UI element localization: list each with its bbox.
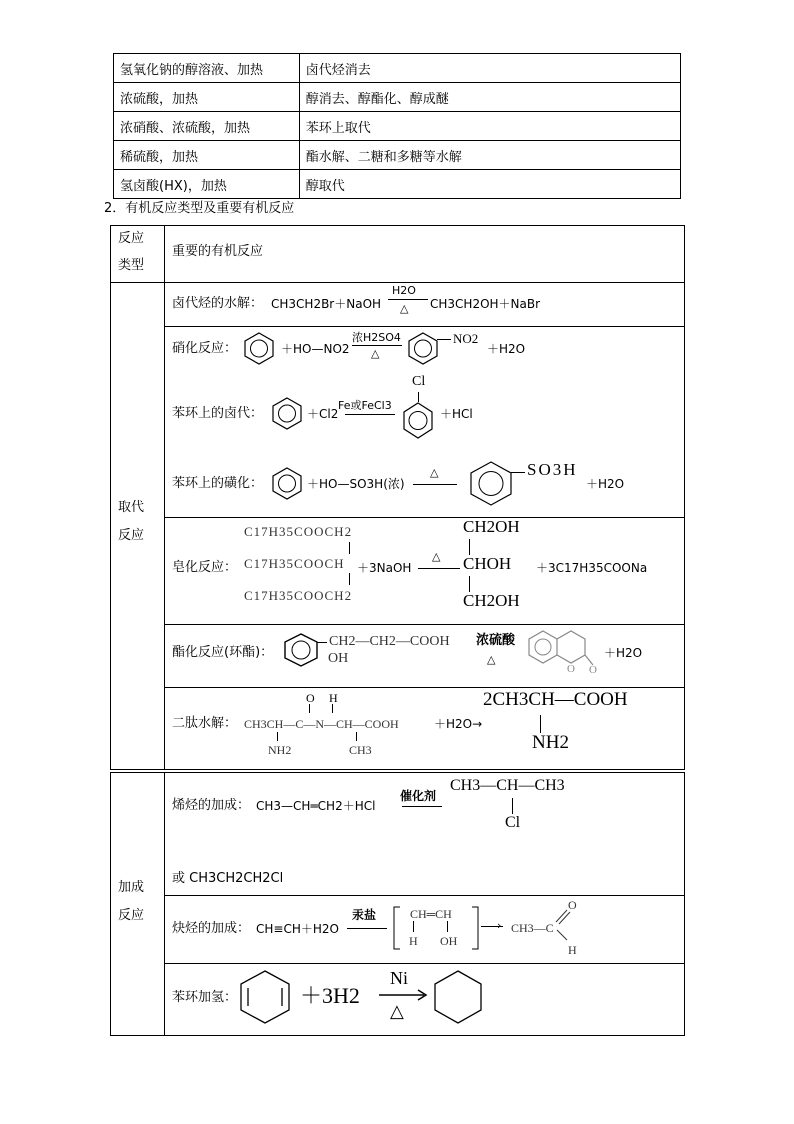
methyl-group: CH3 xyxy=(349,743,372,757)
product-chain: CH3—CH—CH3 xyxy=(450,777,565,794)
cyclohexane-ring-icon xyxy=(432,969,484,1025)
condition-nickel: Ni xyxy=(390,968,408,988)
condition-heat: △ xyxy=(487,653,496,666)
benzene-ring-icon xyxy=(242,331,276,365)
condition-fe: Fe或FeCl3 xyxy=(338,399,392,412)
benzene-hydrogenation-label: 苯环加氢： xyxy=(172,990,238,1005)
glycerol-line: CH2OH xyxy=(463,591,520,610)
condition-mercury-salt: 汞盐 xyxy=(352,908,377,922)
aldehyde-hydrogen: H xyxy=(568,943,577,957)
benzene-ring-icon xyxy=(270,396,304,430)
ester-line: C17H35COOCH2 xyxy=(244,588,353,603)
saponification-label: 皂化反应： xyxy=(172,560,238,575)
saponification-reagent: ＋3NaOH xyxy=(357,561,412,575)
sulfonic-group: SO3H xyxy=(527,460,578,479)
svg-text:O: O xyxy=(589,664,597,673)
type-substitution-line1: 取代 xyxy=(118,500,145,515)
ester-line: C17H35COOCH xyxy=(244,556,345,571)
enol-hydroxyl: OH xyxy=(440,934,458,948)
condition-heat: △ xyxy=(400,302,409,315)
condition-cell: 氢卤酸(HX)，加热 xyxy=(114,170,300,199)
benzene-ring-icon xyxy=(466,459,516,507)
reaction-cell: 酯水解、二糖和多糖等水解 xyxy=(299,141,680,170)
bond-line xyxy=(332,704,333,713)
row-divider xyxy=(165,895,684,896)
benzene-ring-icon xyxy=(401,401,435,441)
benzene-ring-icon xyxy=(406,331,440,365)
table-row xyxy=(114,170,681,199)
bond-line xyxy=(511,472,525,473)
column-divider xyxy=(164,773,165,1035)
benzene-ring-icon xyxy=(238,969,292,1025)
condition-heat: △ xyxy=(432,550,441,563)
header-type-line2: 类型 xyxy=(118,258,145,273)
amide-hydrogen: H xyxy=(329,691,338,705)
condition-cell: 氢氧化钠的醇溶液、加热 xyxy=(114,54,300,83)
amino-group: NH2 xyxy=(532,732,569,753)
condition-conc-h2so4: 浓硫酸 xyxy=(476,633,516,648)
conditions-table xyxy=(113,53,681,199)
nitro-group: NO2 xyxy=(453,331,479,346)
bond-line xyxy=(356,732,357,741)
reaction-arrow xyxy=(388,299,428,300)
saponification-byproduct: ＋3C17H35COONa xyxy=(536,561,648,575)
bond-line xyxy=(349,573,350,585)
header-type-line1: 反应 xyxy=(118,231,145,246)
nitration-reagent: ＋HO—NO2 xyxy=(281,342,350,356)
type-substitution-line2: 反应 xyxy=(118,528,145,543)
acetaldehyde: CH3—C xyxy=(511,921,554,935)
esterification-label: 酯化反应(环酯)： xyxy=(172,645,274,660)
arrow-head: › xyxy=(497,919,502,932)
reaction-cell: 醇消去、醇酯化、醇成醚 xyxy=(299,83,680,112)
glycerol-line: CHOH xyxy=(463,554,512,573)
benzene-ring-icon xyxy=(270,466,304,500)
type-addition-line1: 加成 xyxy=(118,880,145,895)
condition-catalyst: 催化剂 xyxy=(400,789,437,803)
sulfonation-reagent: ＋HO—SO3H(浓) xyxy=(307,477,405,491)
sulfonation-byproduct: ＋H2O xyxy=(586,477,625,491)
coumarin-ring-icon xyxy=(527,627,599,673)
condition-cell: 浓硫酸，加热 xyxy=(114,83,300,112)
sulfonation-label: 苯环上的磺化： xyxy=(172,476,264,491)
condition-heat: △ xyxy=(430,466,439,479)
condition-cell: 浓硝酸、浓硫酸，加热 xyxy=(114,112,300,141)
bond-line xyxy=(277,732,278,741)
double-bond-line xyxy=(309,704,310,713)
condition-heat: △ xyxy=(371,347,380,360)
amino-group: NH2 xyxy=(268,743,292,757)
type-addition-line2: 反应 xyxy=(118,908,145,923)
halogenation-label: 苯环上的卤代： xyxy=(172,406,264,421)
esterification-byproduct: ＋H2O xyxy=(604,646,643,660)
hydroxyl-group: OH xyxy=(328,651,349,666)
chloro-group: Cl xyxy=(505,814,521,831)
alkyne-addition-label: 炔烃的加成： xyxy=(172,921,251,936)
row-divider xyxy=(165,963,684,964)
ester-line: C17H35COOCH2 xyxy=(244,524,353,539)
bond-line xyxy=(469,539,470,555)
row-divider xyxy=(165,517,684,518)
bond-line xyxy=(413,921,414,932)
reaction-arrow xyxy=(402,806,442,807)
alkene-addition-alt: 或 CH3CH2CH2Cl xyxy=(172,871,284,886)
svg-text:O: O xyxy=(567,663,575,673)
reaction-arrow xyxy=(413,484,457,485)
bond-line xyxy=(317,642,327,643)
bond-line xyxy=(447,921,448,932)
reaction-cell: 苯环上取代 xyxy=(299,112,680,141)
row-divider xyxy=(165,687,684,688)
reaction-arrow xyxy=(345,414,395,415)
bond-line xyxy=(512,798,513,814)
chloro-group: Cl xyxy=(412,374,426,389)
bond-line xyxy=(349,542,350,554)
reaction-arrow xyxy=(378,989,430,1019)
table-row xyxy=(114,54,681,83)
haloalkane-hydrolysis-left: CH3CH2Br＋NaOH xyxy=(271,297,382,311)
ester-chain: CH2—CH2—COOH xyxy=(329,634,450,649)
benzene-ring-icon xyxy=(281,632,321,668)
condition-conc-h2so4: 浓H2SO4 xyxy=(352,331,401,344)
reaction-cell: 卤代烃消去 xyxy=(299,54,680,83)
row-divider xyxy=(165,326,684,327)
alkene-addition-label: 烯烃的加成： xyxy=(172,798,251,813)
table-row xyxy=(114,83,681,112)
section-title: 2．有机反应类型及重要有机反应 xyxy=(104,201,295,216)
nitration-byproduct: ＋H2O xyxy=(487,342,526,356)
row-divider xyxy=(165,624,684,625)
condition-heat: △ xyxy=(390,1001,404,1021)
carbonyl-oxygen: O xyxy=(568,898,577,912)
table-row xyxy=(114,112,681,141)
haloalkane-hydrolysis-label: 卤代烃的水解： xyxy=(172,296,264,311)
glycerol-line: CH2OH xyxy=(463,517,520,536)
condition-cell: 稀硫酸，加热 xyxy=(114,141,300,170)
header-reactions: 重要的有机反应 xyxy=(172,244,264,259)
alkyne-addition-left: CH≡CH＋H2O xyxy=(256,922,339,936)
dipeptide-water: ＋H2O→ xyxy=(434,717,483,731)
table-row xyxy=(114,141,681,170)
bond-line xyxy=(540,715,541,733)
enol-hydrogen: H xyxy=(409,934,418,948)
bond-line xyxy=(437,339,451,340)
reaction-arrow xyxy=(347,928,387,929)
dipeptide-label: 二肽水解： xyxy=(172,716,238,731)
halogenation-byproduct: ＋HCl xyxy=(440,407,473,421)
bond-line xyxy=(469,576,470,592)
reaction-arrow xyxy=(418,568,460,569)
halogenation-reagent: ＋Cl2 xyxy=(307,407,339,421)
condition-h2o: H2O xyxy=(392,284,416,297)
dipeptide-chain: CH3CH—C—N—CH—COOH xyxy=(244,717,399,731)
alanine-chain: 2CH3CH—COOH xyxy=(483,689,628,710)
alkene-addition-left: CH3—CH═CH2＋HCl xyxy=(256,799,376,813)
hydrogen-reagent: ＋3H2 xyxy=(300,983,360,1008)
nitration-label: 硝化反应： xyxy=(172,341,238,356)
carbonyl-oxygen: O xyxy=(306,691,315,705)
haloalkane-hydrolysis-right: CH3CH2OH＋NaBr xyxy=(430,297,541,311)
reaction-cell: 醇取代 xyxy=(299,170,680,199)
enol-chain: CH═CH xyxy=(410,907,452,921)
